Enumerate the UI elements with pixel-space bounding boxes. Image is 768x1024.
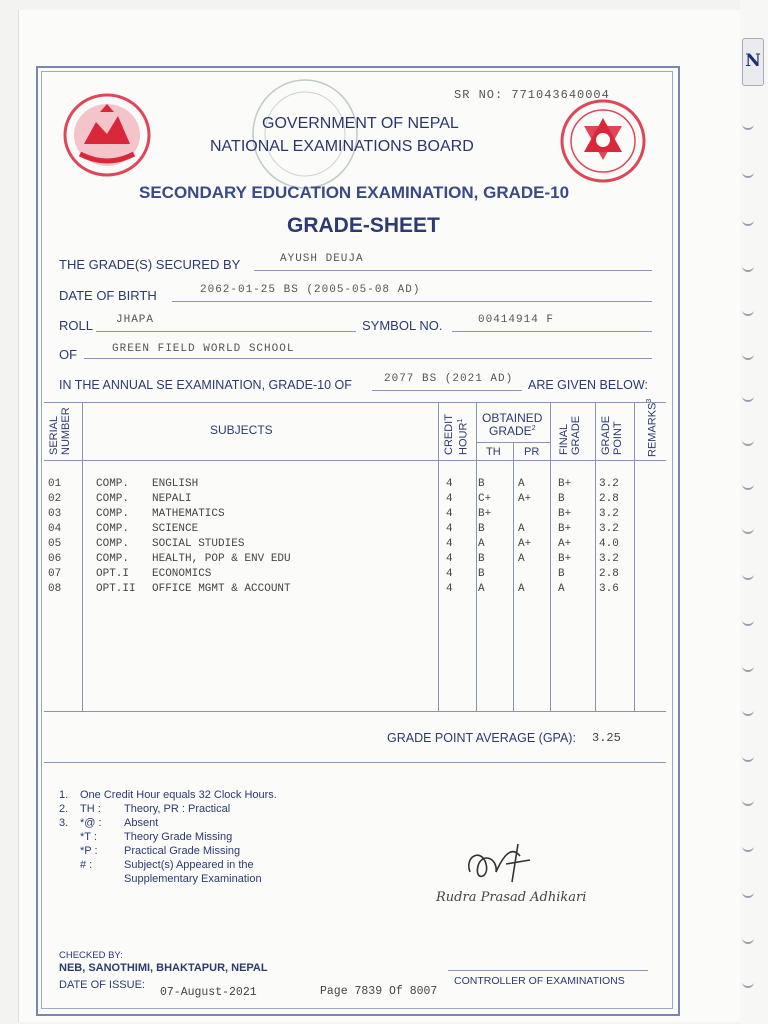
practical-grade-cell: A+ — [518, 538, 532, 550]
binder-ring-icon — [742, 934, 754, 944]
binder-ring-icon — [742, 842, 754, 852]
subject-cell: HEALTH, POP & ENV EDU — [152, 553, 291, 565]
binder-ring-icon — [742, 796, 754, 806]
subject-type-cell: COMP. — [96, 538, 130, 550]
final-grade-cell: A+ — [558, 538, 572, 550]
practical-grade-cell: A — [518, 583, 525, 595]
note-key: # : — [80, 859, 93, 871]
header-th: TH — [486, 446, 501, 458]
subject-type-cell: COMP. — [96, 553, 130, 565]
dob-value: 2062-01-25 BS (2005-05-08 AD) — [200, 284, 421, 296]
symbol-underline — [452, 331, 652, 332]
final-grade-cell: B+ — [558, 478, 572, 490]
final-grade-cell: A — [558, 583, 565, 595]
signature-underline — [448, 970, 648, 971]
header-pr: PR — [524, 446, 540, 458]
theory-grade-cell: A — [478, 538, 485, 550]
gpa-label: GRADE POINT AVERAGE (GPA): — [387, 731, 576, 745]
binder-ring-icon — [742, 262, 754, 272]
table-row — [44, 493, 666, 508]
binder-ring-icon — [742, 706, 754, 716]
roll-value: JHAPA — [116, 314, 155, 326]
note-key: *T : — [80, 831, 97, 843]
final-grade-cell: B+ — [558, 523, 572, 535]
credit-cell: 4 — [446, 523, 453, 535]
note-text: Theory, PR : Practical — [124, 803, 231, 815]
binder-ring-icon — [742, 120, 754, 130]
subject-type-cell: COMP. — [96, 478, 130, 490]
dob-underline — [172, 301, 652, 302]
binder-ring-icon — [742, 216, 754, 226]
subject-type-cell: COMP. — [96, 508, 130, 520]
note-num: 3. — [59, 817, 69, 829]
page-info: Page 7839 Of 8007 — [320, 985, 438, 998]
serial-cell: 08 — [48, 583, 62, 595]
issue-date-value: 07-August-2021 — [160, 986, 257, 999]
dob-label: DATE OF BIRTH — [59, 288, 157, 303]
note-num: 1. — [59, 789, 69, 801]
exam-title: SECONDARY EDUCATION EXAMINATION, GRADE-10 — [139, 183, 570, 202]
final-grade-cell: B — [558, 493, 565, 505]
gpa-value: 3.25 — [592, 731, 621, 745]
subject-cell: SCIENCE — [152, 523, 199, 535]
credit-cell: 4 — [446, 508, 453, 520]
gpa-divider — [44, 762, 666, 763]
header-credit: CREDIT HOUR$^1$ — [443, 414, 470, 455]
exam-year-value: 2077 BS (2021 AD) — [384, 373, 514, 385]
table-row — [44, 478, 666, 493]
binder-ring-icon — [742, 350, 754, 360]
binder-ring-icon — [742, 524, 754, 534]
table-row — [44, 553, 666, 568]
table-row — [44, 538, 666, 553]
subject-type-cell: OPT.I — [96, 568, 130, 580]
binder-ring-icon — [742, 436, 754, 446]
serial-cell: 05 — [48, 538, 62, 550]
binder-ring-icon — [742, 570, 754, 580]
board-title: NATIONAL EXAMINATIONS BOARD — [210, 138, 474, 155]
secured-by-label: THE GRADE(S) SECURED BY — [59, 257, 241, 272]
table-header-divider — [44, 460, 666, 461]
table-row — [44, 583, 666, 598]
header-grade-point: GRADE POINT — [600, 415, 624, 455]
note-text: Practical Grade Missing — [124, 845, 241, 857]
exam-year-underline — [372, 390, 522, 391]
faded-stamp-icon — [250, 76, 360, 192]
serial-cell: 01 — [48, 478, 62, 490]
practical-grade-cell: A+ — [518, 493, 532, 505]
binder-ring-icon — [742, 168, 754, 178]
binder-ring-icon — [742, 978, 754, 988]
theory-grade-cell: C+ — [478, 493, 492, 505]
binder-ring-icon — [742, 306, 754, 316]
roll-label: ROLL — [59, 318, 93, 333]
credit-cell: 4 — [446, 478, 453, 490]
grades-table — [44, 398, 666, 712]
government-title: GOVERNMENT OF NEPAL — [262, 115, 459, 132]
subject-type-cell: COMP. — [96, 523, 130, 535]
school-name: GREEN FIELD WORLD SCHOOL — [112, 343, 295, 355]
final-grade-cell: B+ — [558, 508, 572, 520]
binder-ring-icon — [742, 616, 754, 626]
note-key: *@ : — [80, 817, 102, 829]
credit-cell: 4 — [446, 568, 453, 580]
subject-type-cell: OPT.II — [96, 583, 136, 595]
symbol-value: 00414914 F — [478, 314, 555, 326]
grade-point-cell: 3.6 — [599, 583, 619, 595]
binder-ring-icon — [742, 662, 754, 672]
exam-line-suffix: ARE GIVEN BELOW: — [528, 378, 648, 392]
grade-point-cell: 3.2 — [599, 508, 619, 520]
subject-cell: ECONOMICS — [152, 568, 212, 580]
serial-cell: 03 — [48, 508, 62, 520]
theory-grade-cell: B — [478, 553, 485, 565]
signatory-name: Rudra Prasad Adhikari — [436, 890, 587, 905]
header-grade: GRADE$^2$ — [489, 424, 536, 438]
secured-by-underline — [254, 270, 652, 271]
note-key: *P : — [80, 845, 98, 857]
subject-cell: OFFICE MGMT & ACCOUNT — [152, 583, 291, 595]
checked-by-label: CHECKED BY: — [59, 950, 123, 961]
header-subjects: SUBJECTS — [210, 423, 273, 437]
grade-point-cell: 2.8 — [599, 493, 619, 505]
note-key: TH : — [80, 803, 101, 815]
grade-point-cell: 2.8 — [599, 568, 619, 580]
binder-tab: N — [742, 38, 764, 86]
header-obtained: OBTAINED — [482, 411, 543, 425]
school-underline — [84, 358, 652, 359]
theory-grade-cell: B — [478, 523, 485, 535]
subject-cell: NEPALI — [152, 493, 192, 505]
subject-cell: ENGLISH — [152, 478, 199, 490]
credit-cell: 4 — [446, 583, 453, 595]
theory-grade-cell: A — [478, 583, 485, 595]
grade-point-cell: 3.2 — [599, 553, 619, 565]
note-text: Subject(s) Appeared in the — [124, 859, 254, 871]
table-row — [44, 508, 666, 523]
school-label: OF — [59, 347, 78, 362]
serial-cell: 06 — [48, 553, 62, 565]
binder-spine — [740, 0, 768, 1024]
binder-ring-icon — [742, 392, 754, 402]
theory-grade-cell: B — [478, 478, 485, 490]
note-text: Supplementary Examination — [124, 873, 262, 885]
nepal-emblem-icon — [62, 92, 152, 178]
credit-cell: 4 — [446, 553, 453, 565]
note-num: 2. — [59, 803, 69, 815]
neb-address: NEB, SANOTHIMI, BHAKTAPUR, NEPAL — [59, 962, 268, 974]
serial-cell: 07 — [48, 568, 62, 580]
final-grade-cell: B+ — [558, 553, 572, 565]
symbol-label: SYMBOL NO. — [362, 318, 443, 333]
credit-cell: 4 — [446, 493, 453, 505]
binder-ring-icon — [742, 888, 754, 898]
serial-cell: 02 — [48, 493, 62, 505]
note-text: Theory Grade Missing — [124, 831, 233, 843]
practical-grade-cell: A — [518, 523, 525, 535]
exam-line-label: IN THE ANNUAL SE EXAMINATION, GRADE-10 OF — [59, 378, 352, 392]
theory-grade-cell: B+ — [478, 508, 492, 520]
neb-emblem-icon — [558, 98, 648, 184]
grade-point-cell: 3.2 — [599, 523, 619, 535]
page-title: GRADE-SHEET — [287, 214, 440, 237]
serial-cell: 04 — [48, 523, 62, 535]
credit-cell: 4 — [446, 538, 453, 550]
subject-cell: SOCIAL STUDIES — [152, 538, 245, 550]
header-serial: SERIAL NUMBER — [48, 407, 72, 455]
grade-point-cell: 3.2 — [599, 478, 619, 490]
practical-grade-cell: A — [518, 478, 525, 490]
header-final-grade: FINAL GRADE — [558, 415, 582, 455]
sr-number: SR NO: 771043640004 — [454, 88, 610, 102]
final-grade-cell: B — [558, 568, 565, 580]
student-name: AYUSH DEUJA — [280, 253, 364, 265]
table-row — [44, 568, 666, 583]
table-row — [44, 523, 666, 538]
issue-date-label: DATE OF ISSUE: — [59, 979, 145, 991]
note-text: Absent — [124, 817, 159, 829]
grade-point-cell: 4.0 — [599, 538, 619, 550]
header-remarks: REMARKS$^3$ — [646, 398, 659, 457]
subject-cell: MATHEMATICS — [152, 508, 225, 520]
roll-underline — [96, 331, 356, 332]
controller-title: CONTROLLER OF EXAMINATIONS — [454, 975, 625, 987]
binder-ring-icon — [742, 752, 754, 762]
subject-type-cell: COMP. — [96, 493, 130, 505]
binder-ring-icon — [742, 480, 754, 490]
theory-grade-cell: B — [478, 568, 485, 580]
practical-grade-cell: A — [518, 553, 525, 565]
signature-mark — [460, 838, 550, 894]
note-text: One Credit Hour equals 32 Clock Hours. — [80, 789, 277, 801]
